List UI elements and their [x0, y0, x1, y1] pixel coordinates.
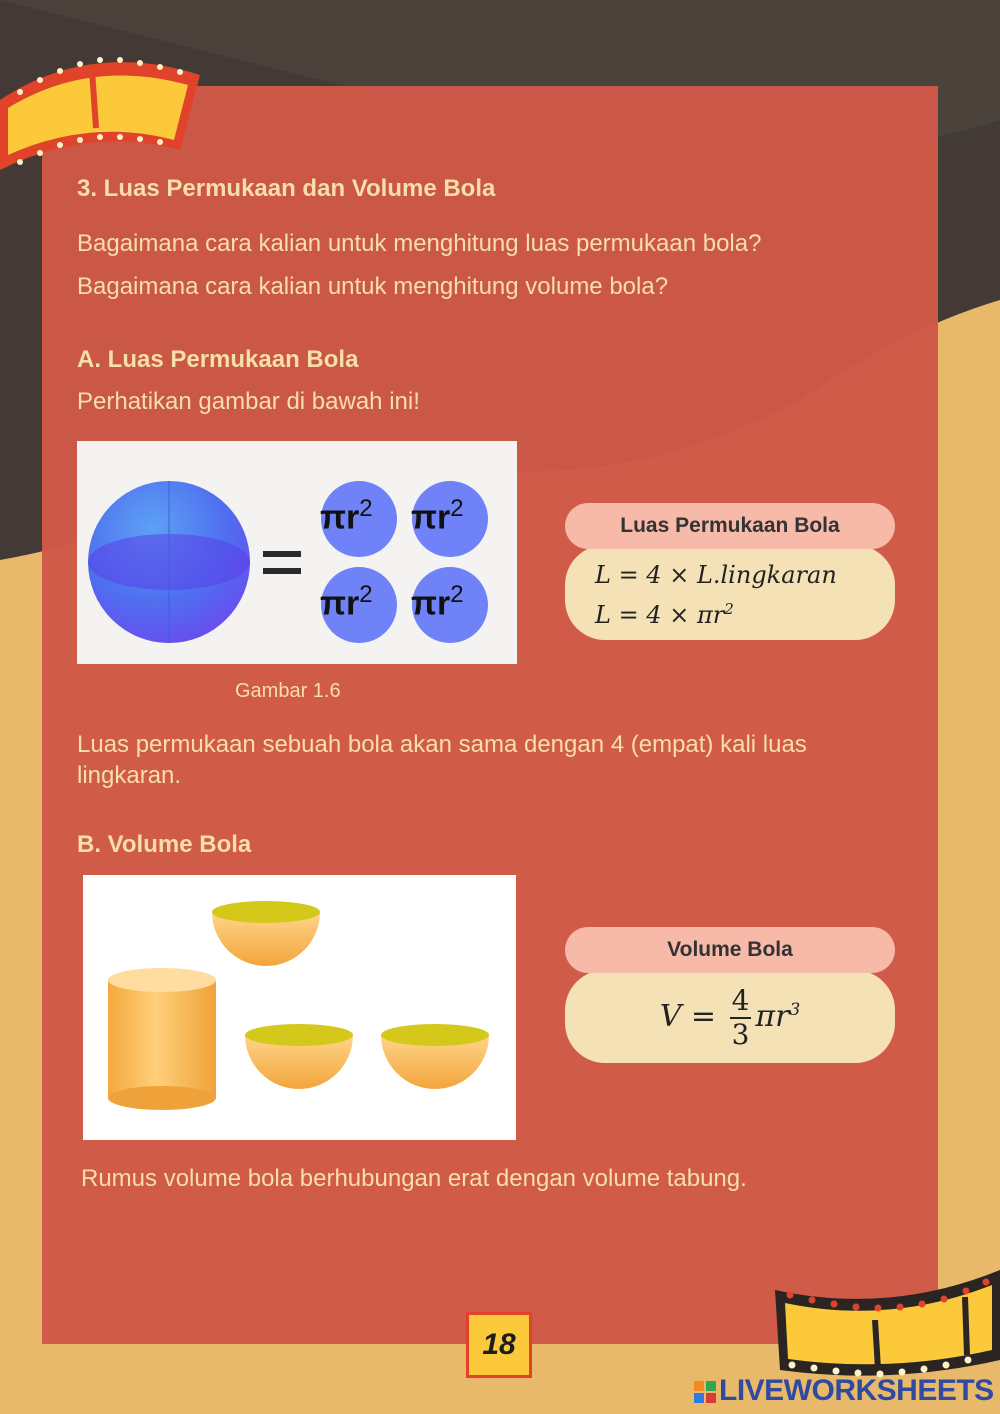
formula-left: V =: [659, 999, 717, 1034]
cylinder-shape: [108, 968, 216, 1110]
pi-r-squared-label: $\pi r^2$: [411, 581, 464, 623]
figure-caption: Gambar 1.6: [235, 680, 341, 702]
volume-box-title: Volume Bola: [565, 927, 895, 973]
pi-r-squared-label: $\pi r^2$: [320, 495, 373, 537]
pi-r-squared-label: $\pi r^2$: [320, 581, 373, 623]
surface-area-formula-box: [565, 545, 895, 640]
hemisphere-shape: [245, 1024, 353, 1089]
volume-formula-box: [565, 970, 895, 1063]
part-a-explanation: Luas permukaan sebuah bola akan sama dengan 4 (empat) kali luas lingkaran.: [77, 731, 807, 789]
film-strip-icon: [0, 40, 210, 180]
part-a-title: A. Luas Permukaan Bola: [77, 346, 359, 373]
formula-fraction: $\frac{4}{3}$: [731, 984, 750, 1051]
sphere-shape: [88, 481, 250, 643]
pi-r-squared-label: $\pi r^2$: [411, 495, 464, 537]
formula-line-2: $L = 4 \times \pi r^2$: [595, 600, 734, 629]
hemisphere-shape: [212, 901, 320, 966]
page-number: 18: [466, 1312, 532, 1378]
sphere-surface-figure: [77, 441, 517, 664]
formula-exponent: 3: [789, 1000, 801, 1020]
liveworksheets-logo-icon: [694, 1381, 716, 1403]
part-b-title: B. Volume Bola: [77, 831, 252, 858]
section-title: 3. Luas Permukaan dan Volume Bola: [77, 175, 496, 202]
part-b-explanation: Rumus volume bola berhubungan erat dengan volume tabung.: [81, 1165, 747, 1192]
liveworksheets-logo: LIVEWORKSHEETS: [694, 1374, 994, 1408]
surface-area-box-title: Luas Permukaan Bola: [565, 503, 895, 549]
intro-question-1: Bagaimana cara kalian untuk menghitung luas permukaan bola?: [77, 230, 762, 257]
equals-sign: [263, 551, 301, 557]
formula-right: πr: [755, 999, 790, 1034]
formula-line-1: L = 4 × L.lingkaran: [595, 561, 837, 589]
hemisphere-shape: [381, 1024, 489, 1089]
intro-question-2: Bagaimana cara kalian untuk menghitung volume bola?: [77, 273, 669, 300]
part-a-instruction: Perhatikan gambar di bawah ini!: [77, 388, 420, 415]
cylinder-hemisphere-figure: [83, 875, 516, 1140]
